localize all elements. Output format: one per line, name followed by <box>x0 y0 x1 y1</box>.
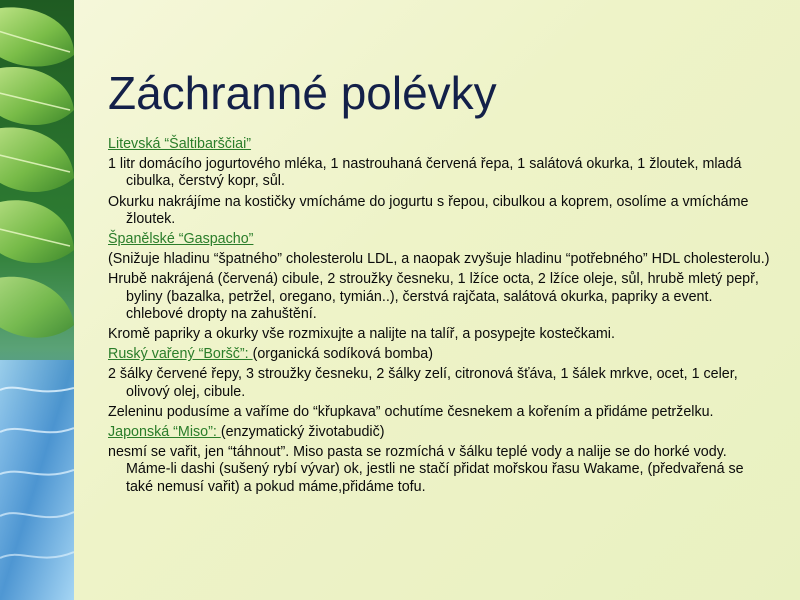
section-heading <box>108 231 772 248</box>
recipe-link-gaspacho[interactable]: Španělské “Gaspacho” <box>108 231 254 248</box>
recipe-instructions: nesmí se vařit, jen “táhnout”. Miso pasta se rozmíchá v šálku teplé vody a nalije se do horké vody. Máme-li dashi (sušený rybí vývar) ok, jestli ne stačí přidat mořskou řasu Wakame, (předvařená se také nemusí vařit) a pokud máme,přidáme tofu. <box>108 444 744 495</box>
section-heading <box>108 346 772 363</box>
section-heading <box>108 136 772 153</box>
recipe-link-saltibarsciai[interactable]: Litevská “Šaltibarščiai” <box>108 136 252 152</box>
recipe-link-borsc[interactable]: Ruský vařený “Boršč”: <box>108 346 253 363</box>
recipe-instructions: Zeleninu podusíme a vaříme do “křupkava” ochutíme česnekem a kořením a přidáme petrželku. <box>108 403 714 420</box>
slide-title: Záchranné polévky <box>108 67 497 119</box>
recipe-note-text: (Snižuje hladinu “špatného” cholesterolu LDL, a naopak zvyšuje hladinu “potřebného” HDL cholesterolu.) <box>108 251 770 268</box>
recipe-instructions: Okurku nakrájíme na kostičky vmícháme do jogurtu s řepou, cibulkou a koprem, osolíme a vmícháme žloutek. <box>108 193 749 227</box>
recipe-ingredients: 2 šálky červené řepy, 3 stroužky česneku, 2 šálky zelí, citronová šťáva, 1 šálek mrkve, ocet, 1 celer, olivový olej, cibule. <box>108 366 738 400</box>
leaves-water-image <box>0 0 74 600</box>
leaves-water-decoration <box>0 0 74 600</box>
recipe-note: (enzymatický životabudič) <box>220 424 385 441</box>
recipe-ingredients: Hrubě nakrájená (červená) cibule, 2 stroužky česneku, 1 lžíce octa, 2 lžíce oleje, sůl, hrubě mletý pepř, byliny (bazalka, petržel, oregano, tymián..), čerstvá rajčata, salátová okurka, papriky a event. chlebové dropty na zahuštění. <box>108 271 759 322</box>
recipe-ingredients: 1 litr domácího jogurtového mléka, 1 nastrouhaná červená řepa, 1 salátová okurka, 1 žloutek, mladá cibulka, čerstvý kopr, sůl. <box>108 156 742 190</box>
section-heading <box>108 424 772 441</box>
slide-content <box>108 136 772 499</box>
recipe-link-miso[interactable]: Japonská “Miso”: <box>108 424 221 441</box>
recipe-note: (organická sodíková bomba) <box>252 346 433 363</box>
recipe-instructions: Kromě papriky a okurky vše rozmixujte a nalijte na talíř, a posypejte kostečkami. <box>108 326 615 343</box>
